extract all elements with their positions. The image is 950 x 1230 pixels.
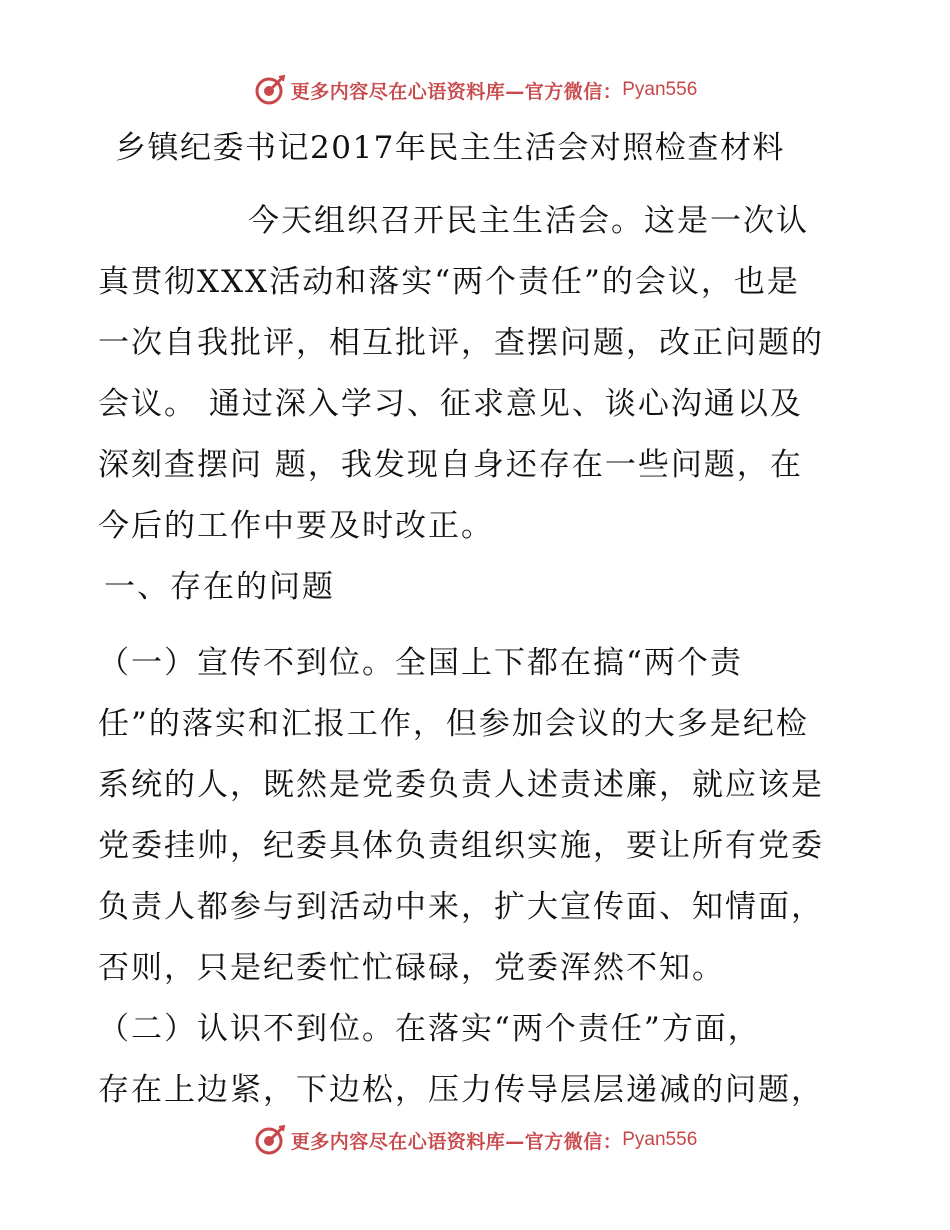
document-title: 乡镇纪委书记2017年民主生活会对照检查材料	[115, 130, 785, 166]
text-line: 否则，只是纪委忙忙碌碌，党委浑然不知。	[98, 950, 725, 986]
text-line: （二）认识不到位。在落实“两个责任”方面，	[98, 1011, 761, 1047]
text-line: 系统的人，既然是党委负责人述责述廉，就应该是	[98, 767, 824, 803]
text-line: 存在上边紧，下边松，压力传导层层递减的问题，	[98, 1072, 824, 1108]
intro-paragraph	[98, 191, 848, 557]
section-heading	[104, 557, 854, 618]
header-watermark	[0, 70, 950, 110]
watermark-wechat-id: Pyan556	[622, 1129, 698, 1150]
section-heading-text: 一、存在的问题	[104, 569, 335, 605]
text-line: 真贯彻XXX活动和落实“两个责任”的会议，也是	[98, 264, 800, 300]
text-line: 深刻查摆问 题，我发现自身还存在一些问题，在	[98, 447, 803, 483]
watermark-wechat-id: Pyan556	[622, 79, 698, 100]
text-line: （一）宣传不到位。全国上下都在搞“两个责	[98, 645, 743, 681]
text-line: 今天组织召开民主生活会。这是一次认	[248, 203, 809, 239]
text-line: 负责人都参与到活动中来，扩大宣传面、知情面，	[98, 889, 824, 925]
logo-icon	[253, 73, 287, 107]
text-line: 会议。 通过深入学习、征求意见、谈心沟通以及	[98, 386, 803, 422]
text-line: 一次自我批评，相互批评，查摆问题，改正问题的	[98, 325, 824, 361]
logo-icon	[253, 1123, 287, 1157]
item-1-paragraph	[98, 633, 848, 999]
item-2-paragraph	[98, 999, 848, 1121]
watermark-text: 更多内容尽在心语资料库—官方微信：	[290, 80, 623, 103]
footer-watermark	[0, 1120, 950, 1160]
text-line: 今后的工作中要及时改正。	[98, 508, 494, 544]
text-line: 党委挂帅，纪委具体负责组织实施，要让所有党委	[98, 828, 824, 864]
watermark-text: 更多内容尽在心语资料库—官方微信：	[290, 1130, 623, 1153]
text-line: 任”的落实和汇报工作，但参加会议的大多是纪检	[98, 706, 809, 742]
